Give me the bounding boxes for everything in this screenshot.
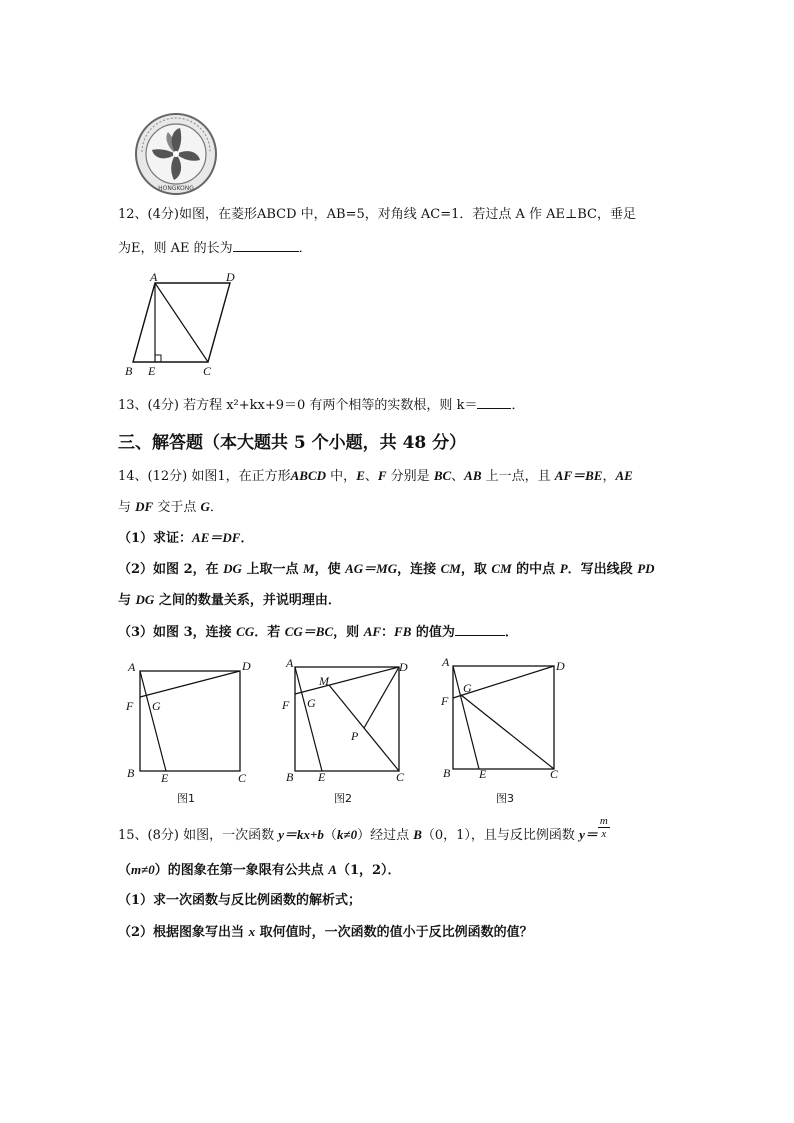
q13-answer-blank[interactable] [477,395,511,409]
text-fragment: 的中点 [511,562,560,577]
text-fragment: x [601,828,607,840]
text-fragment: y＝ [579,827,598,842]
q15-fraction [598,815,610,840]
q13-text: 13、(4分) 若方程 x²+kx+9＝0 有两个相等的实数根，则 k＝ [118,398,478,413]
text-fragment: DF [135,499,154,514]
text-fragment: ．若 [254,625,285,640]
text-fragment: 取何值时，一次函数的值小于反比例函数的值？ [255,925,533,940]
fig2-label-G: G [307,696,316,710]
text-fragment: ． [209,500,223,515]
text-fragment: AF＝BE [554,468,603,483]
q14-part3 [118,622,678,642]
text-fragment: ．写出线段 [567,562,638,577]
q15-line2 [118,861,678,880]
text-fragment: AF [363,624,382,639]
q15-part2 [118,923,678,942]
label-B: B [125,364,133,378]
text-fragment: ）经过点 [357,828,414,843]
text-fragment: M [303,561,315,576]
fig1-label-A: A [128,660,136,674]
text-fragment: ）的图象在第一象限有公共点 [154,863,329,878]
text-fragment: （0，1），且与反比例函数 [421,828,580,843]
q14-figure-2 [279,656,419,808]
q14-part2-cont [118,591,678,610]
text-fragment: ， [602,469,616,484]
q12-line1: 12、(4分)如图，在菱形ABCD 中，AB=5，对角线 AC=1．若过点 A 作 AE⊥BC，垂足 [118,207,637,222]
text-fragment: 中， [326,469,357,484]
text-fragment: DG [135,592,155,607]
q15-part1: （1）求一次函数与反比例函数的解析式； [118,893,362,908]
text-fragment: CG＝BC [284,624,334,639]
text-fragment: AE＝DF [192,530,241,545]
text-fragment: ，使 [314,562,346,577]
fig3-label-E: E [479,767,487,781]
fig3-label-G: G [463,681,472,695]
fig1-label-E: E [161,771,169,785]
text-fragment: AE [615,468,633,483]
text-fragment: G [200,499,210,514]
text-fragment: （ [323,828,337,843]
emblem-text: HONGKONG [158,185,194,192]
fig2-label-P: P [351,729,359,743]
text-fragment: PD [637,561,655,576]
text-fragment: ABCD [290,468,327,483]
fig1-label-C: C [238,771,247,785]
fig3-label-F: F [441,694,449,708]
text-fragment: CM [491,561,512,576]
q12-rhombus-figure [118,268,248,380]
text-fragment: AB [464,468,482,483]
fig2-label-D: D [399,660,408,674]
text-fragment: ，取 [460,562,492,577]
fig1-label-B: B [127,766,135,780]
label-D: D [226,270,235,284]
text-fragment: 与 [118,593,136,608]
fig1-label-G: G [152,699,161,713]
q12-line2 [118,238,678,258]
text-fragment: DG [223,561,242,576]
text-fragment: A [328,862,337,877]
text-fragment: 交于点 [153,500,201,515]
text-fragment: 、 [451,469,465,484]
text-fragment: 上取一点 [241,562,303,577]
text-fragment: CM [440,561,461,576]
text-fragment: 上一点，且 [481,469,555,484]
text-fragment: 15、(8分) 如图，一次函数 [118,828,279,843]
text-fragment: 与 [118,500,136,515]
q14-answer-blank[interactable] [455,622,505,636]
q14-line1 [118,467,678,486]
fig2-label-C: C [396,770,405,784]
fig1-caption: 图1 [177,792,195,805]
fig2-caption: 图2 [334,792,352,805]
text-fragment: （1）求证： [118,531,193,546]
text-fragment: （1，2）． [336,863,401,878]
text-fragment: （2）如图 2，在 [118,562,224,577]
fig2-label-B: B [286,770,294,784]
fig1-label-F: F [126,699,134,713]
q15-line1 [118,815,678,845]
fig3-caption: 图3 [496,792,514,805]
q14-part1 [118,529,678,548]
hong-kong-emblem-logo [128,112,224,196]
q14-figure-1 [122,656,254,808]
text-fragment: m [599,815,608,827]
text-fragment: ： [381,625,395,640]
section-3-title: 三、解答题（本大题共 5 个小题，共 48 分） [118,433,467,453]
q14-part2 [118,560,678,579]
q14-line2 [118,498,678,517]
text-fragment: 分别是 [386,469,434,484]
fig2-label-E: E [318,770,326,784]
text-fragment: 的值为 [411,625,455,640]
label-A: A [150,270,158,284]
text-fragment: ，则 [333,625,364,640]
q12-end: ． [298,241,312,256]
text-fragment: ，连接 [397,562,441,577]
text-fragment: （2）根据图象写出当 [118,925,249,940]
text-fragment: AG＝MG [345,561,398,576]
text-fragment: F [377,468,387,483]
text-fragment: （ [118,863,132,878]
q12-line2-text: 为E，则 AE 的长为 [118,241,233,256]
fig3-label-D: D [556,659,565,673]
text-fragment: ． [240,531,254,546]
fig2-label-F: F [282,698,290,712]
fig3-label-B: B [443,766,451,780]
q12-answer-blank[interactable] [233,238,299,252]
q13-line [118,395,678,415]
text-fragment: 、 [364,469,378,484]
text-fragment: BC [433,468,452,483]
text-fragment: E [356,468,365,483]
label-E: E [148,364,156,378]
fig2-label-A: A [286,656,294,670]
text-fragment: CG [236,624,255,639]
q13-end: ． [511,398,525,413]
text-fragment: 之间的数量关系，并说明理由． [154,593,341,608]
label-C: C [203,364,212,378]
q14-figure-3 [439,654,579,808]
text-fragment: x [248,924,256,939]
text-fragment: B [413,827,422,842]
fig2-label-M: M [319,674,329,688]
text-fragment: FB [394,624,412,639]
text-fragment: ． [504,625,518,640]
text-fragment: （3）如图 3，连接 [118,625,237,640]
fig3-label-A: A [442,655,450,669]
fig1-label-D: D [242,659,251,673]
text-fragment: k≠0 [336,827,358,842]
text-fragment: 14、(12分) 如图1，在正方形 [118,469,291,484]
text-fragment: P [559,561,568,576]
text-fragment: y＝kx+b [278,827,324,842]
fig3-label-C: C [550,767,559,781]
text-fragment: m≠0 [131,862,155,877]
